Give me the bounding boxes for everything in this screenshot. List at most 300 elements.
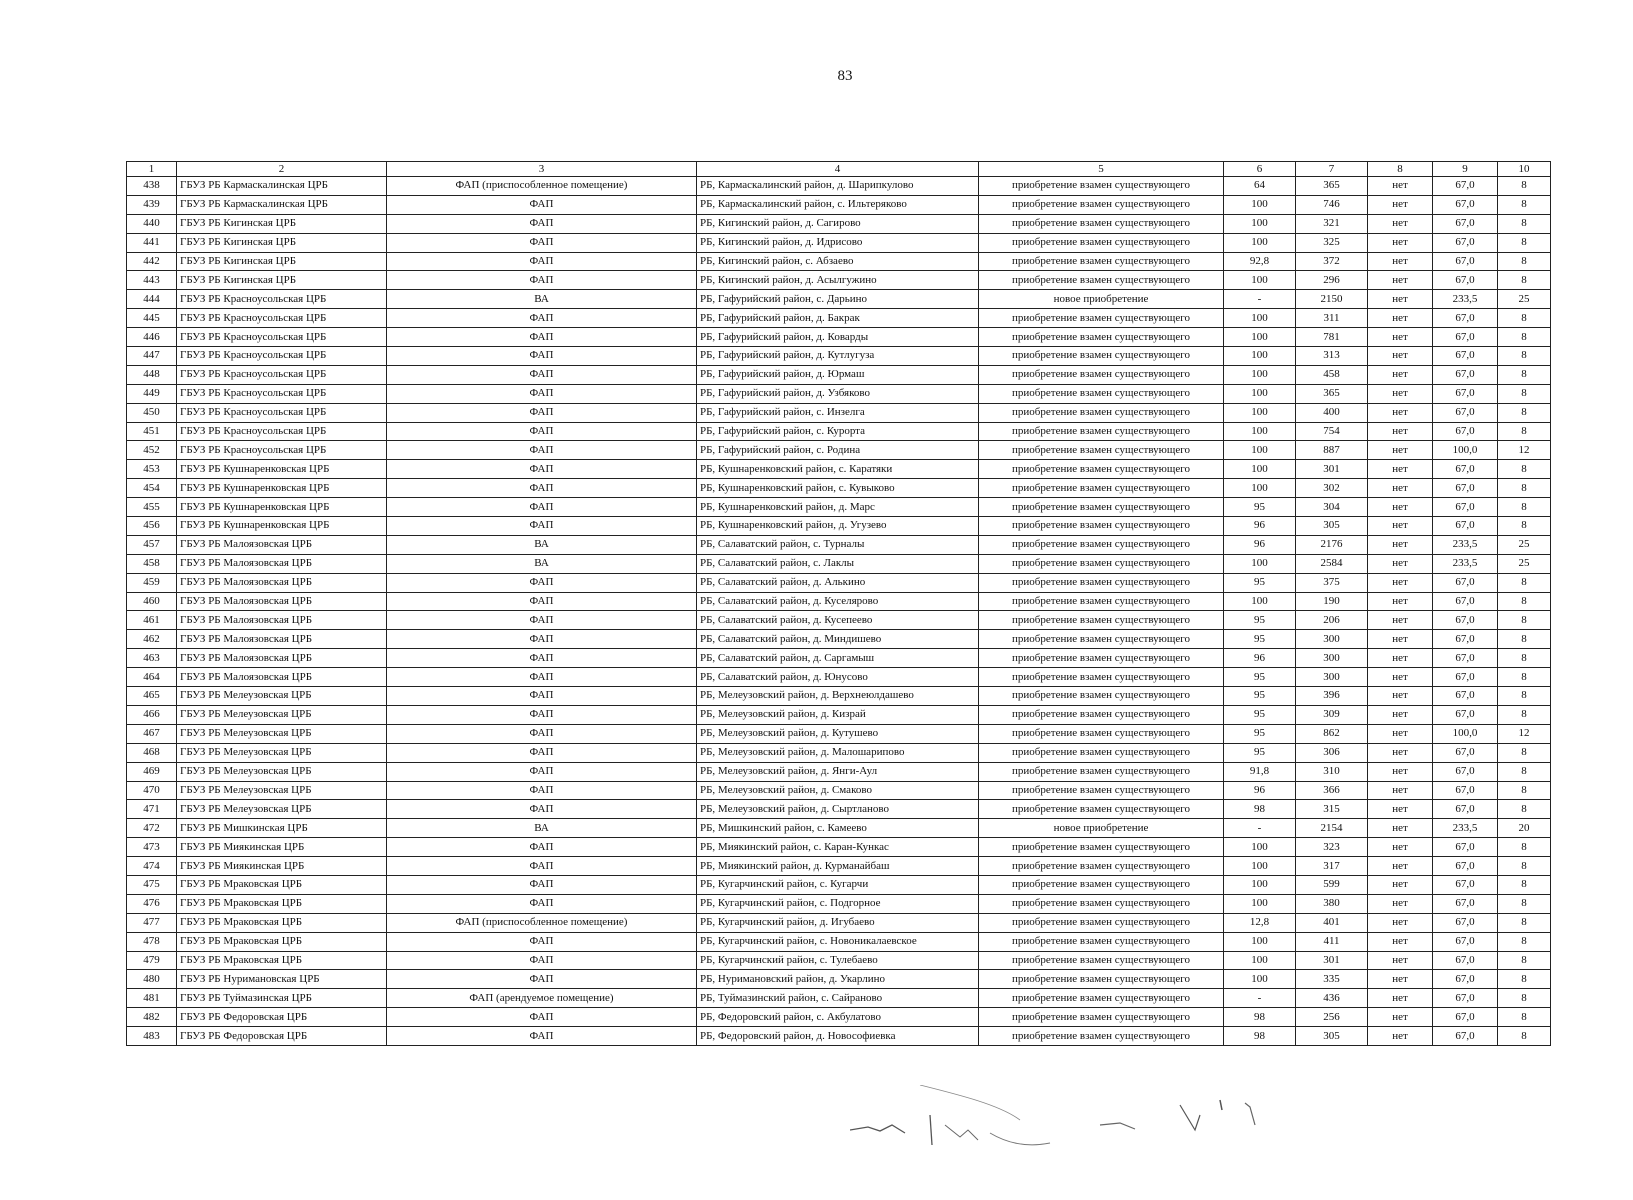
- table-cell-col-4: РБ, Салаватский район, д. Саргамыш: [697, 649, 979, 668]
- table-cell-col-10: 8: [1498, 781, 1551, 800]
- table-cell-col-4: РБ, Мелеузовский район, д. Сыртланово: [697, 800, 979, 819]
- table-cell-col-9: 67,0: [1433, 743, 1498, 762]
- table-cell-col-10: 8: [1498, 403, 1551, 422]
- table-cell-col-10: 8: [1498, 913, 1551, 932]
- table-cell-col-1: 444: [127, 290, 177, 309]
- table-row: [127, 309, 1551, 328]
- table-cell-col-3: ФАП: [387, 932, 697, 951]
- table-cell-col-1: 448: [127, 365, 177, 384]
- table-row: [127, 1008, 1551, 1027]
- table-cell-col-7: 304: [1296, 498, 1368, 517]
- table-cell-col-8: нет: [1368, 838, 1433, 857]
- table-cell-col-6: 91,8: [1224, 762, 1296, 781]
- table-cell-col-4: РБ, Салаватский район, д. Кусепеево: [697, 611, 979, 630]
- table-cell-col-8: нет: [1368, 630, 1433, 649]
- table-cell-col-5: приобретение взамен существующего: [979, 498, 1224, 517]
- table-cell-col-10: 8: [1498, 365, 1551, 384]
- table-cell-col-7: 300: [1296, 649, 1368, 668]
- table-cell-col-9: 67,0: [1433, 592, 1498, 611]
- table-cell-col-2: ГБУЗ РБ Мраковская ЦРБ: [177, 875, 387, 894]
- table-cell-col-1: 478: [127, 932, 177, 951]
- table-cell-col-5: приобретение взамен существующего: [979, 668, 1224, 687]
- table-cell-col-3: ФАП: [387, 347, 697, 366]
- table-cell-col-1: 476: [127, 894, 177, 913]
- table-cell-col-6: 100: [1224, 233, 1296, 252]
- table-cell-col-4: РБ, Салаватский район, д. Юнусово: [697, 668, 979, 687]
- table-cell-col-9: 67,0: [1433, 951, 1498, 970]
- table-cell-col-3: ФАП: [387, 875, 697, 894]
- table-cell-col-10: 8: [1498, 328, 1551, 347]
- table-cell-col-9: 67,0: [1433, 195, 1498, 214]
- table-cell-col-2: ГБУЗ РБ Мелеузовская ЦРБ: [177, 743, 387, 762]
- table-cell-col-7: 887: [1296, 441, 1368, 460]
- table-cell-col-8: нет: [1368, 441, 1433, 460]
- table-cell-col-5: приобретение взамен существующего: [979, 649, 1224, 668]
- table-cell-col-5: приобретение взамен существующего: [979, 517, 1224, 536]
- table-cell-col-10: 8: [1498, 460, 1551, 479]
- table-row: [127, 441, 1551, 460]
- table-cell-col-9: 67,0: [1433, 498, 1498, 517]
- table-cell-col-2: ГБУЗ РБ Малоязовская ЦРБ: [177, 592, 387, 611]
- table-cell-col-3: ФАП: [387, 233, 697, 252]
- table-cell-col-3: ФАП (приспособленное помещение): [387, 177, 697, 196]
- table-cell-col-3: ФАП: [387, 592, 697, 611]
- table-row: [127, 649, 1551, 668]
- table-cell-col-6: 100: [1224, 441, 1296, 460]
- table-row: [127, 857, 1551, 876]
- table-cell-col-6: 96: [1224, 535, 1296, 554]
- table-cell-col-3: ФАП: [387, 460, 697, 479]
- table-cell-col-9: 67,0: [1433, 573, 1498, 592]
- table-cell-col-3: ФАП: [387, 630, 697, 649]
- table-cell-col-5: приобретение взамен существующего: [979, 252, 1224, 271]
- table-cell-col-6: 100: [1224, 479, 1296, 498]
- table-cell-col-8: нет: [1368, 403, 1433, 422]
- table-row: [127, 762, 1551, 781]
- table-cell-col-2: ГБУЗ РБ Миякинская ЦРБ: [177, 857, 387, 876]
- table-cell-col-10: 8: [1498, 630, 1551, 649]
- handwritten-signature: [850, 1085, 1370, 1155]
- table-cell-col-6: 95: [1224, 573, 1296, 592]
- table-cell-col-4: РБ, Нуримановский район, д. Укарлино: [697, 970, 979, 989]
- table-cell-col-7: 302: [1296, 479, 1368, 498]
- table-cell-col-8: нет: [1368, 233, 1433, 252]
- table-cell-col-4: РБ, Туймазинский район, с. Сайраново: [697, 989, 979, 1008]
- table-cell-col-2: ГБУЗ РБ Мелеузовская ЦРБ: [177, 687, 387, 706]
- table-cell-col-7: 315: [1296, 800, 1368, 819]
- table-cell-col-4: РБ, Мелеузовский район, д. Малошарипово: [697, 743, 979, 762]
- table-cell-col-10: 8: [1498, 649, 1551, 668]
- table-cell-col-9: 67,0: [1433, 328, 1498, 347]
- table-cell-col-3: ФАП: [387, 195, 697, 214]
- table-cell-col-5: приобретение взамен существующего: [979, 403, 1224, 422]
- table-cell-col-1: 465: [127, 687, 177, 706]
- table-cell-col-5: приобретение взамен существующего: [979, 951, 1224, 970]
- table-row: [127, 460, 1551, 479]
- table-cell-col-1: 464: [127, 668, 177, 687]
- table-cell-col-9: 67,0: [1433, 460, 1498, 479]
- table-cell-col-8: нет: [1368, 913, 1433, 932]
- table-cell-col-7: 311: [1296, 309, 1368, 328]
- table-cell-col-3: ФАП: [387, 252, 697, 271]
- table-cell-col-2: ГБУЗ РБ Красноусольская ЦРБ: [177, 441, 387, 460]
- table-cell-col-3: ФАП: [387, 649, 697, 668]
- table-cell-col-2: ГБУЗ РБ Мишкинская ЦРБ: [177, 819, 387, 838]
- table-cell-col-3: ФАП: [387, 743, 697, 762]
- table-cell-col-6: 100: [1224, 309, 1296, 328]
- table-row: [127, 951, 1551, 970]
- table-cell-col-4: РБ, Кугарчинский район, с. Подгорное: [697, 894, 979, 913]
- table-cell-col-10: 8: [1498, 838, 1551, 857]
- table-row: [127, 233, 1551, 252]
- table-cell-col-3: ФАП: [387, 687, 697, 706]
- table-cell-col-3: ФАП: [387, 800, 697, 819]
- table-cell-col-9: 67,0: [1433, 403, 1498, 422]
- table-cell-col-1: 462: [127, 630, 177, 649]
- table-cell-col-8: нет: [1368, 290, 1433, 309]
- table-cell-col-5: приобретение взамен существующего: [979, 365, 1224, 384]
- table-cell-col-4: РБ, Кушнаренковский район, с. Кувыково: [697, 479, 979, 498]
- table-cell-col-2: ГБУЗ РБ Кушнаренковская ЦРБ: [177, 498, 387, 517]
- table-cell-col-1: 445: [127, 309, 177, 328]
- table-cell-col-7: 862: [1296, 724, 1368, 743]
- table-cell-col-3: ФАП: [387, 762, 697, 781]
- table-cell-col-10: 8: [1498, 894, 1551, 913]
- table-row: [127, 781, 1551, 800]
- table-cell-col-6: 98: [1224, 1027, 1296, 1046]
- table-cell-col-6: 95: [1224, 498, 1296, 517]
- table-cell-col-3: ФАП: [387, 479, 697, 498]
- table-cell-col-8: нет: [1368, 365, 1433, 384]
- table-cell-col-4: РБ, Кармаскалинский район, с. Ильтеряково: [697, 195, 979, 214]
- table-row: [127, 403, 1551, 422]
- table-cell-col-1: 442: [127, 252, 177, 271]
- table-cell-col-9: 67,0: [1433, 517, 1498, 536]
- table-cell-col-3: ФАП: [387, 668, 697, 687]
- table-cell-col-7: 300: [1296, 630, 1368, 649]
- table-cell-col-7: 375: [1296, 573, 1368, 592]
- table-cell-col-4: РБ, Мелеузовский район, д. Смаково: [697, 781, 979, 800]
- table-row: [127, 290, 1551, 309]
- table-row: [127, 838, 1551, 857]
- table-cell-col-3: ФАП: [387, 951, 697, 970]
- table-cell-col-10: 8: [1498, 875, 1551, 894]
- table-cell-col-7: 325: [1296, 233, 1368, 252]
- table-cell-col-4: РБ, Салаватский район, с. Лаклы: [697, 554, 979, 573]
- table-cell-col-8: нет: [1368, 724, 1433, 743]
- table-cell-col-10: 12: [1498, 724, 1551, 743]
- table-cell-col-3: ВА: [387, 290, 697, 309]
- table-cell-col-2: ГБУЗ РБ Малоязовская ЦРБ: [177, 573, 387, 592]
- table-cell-col-1: 473: [127, 838, 177, 857]
- table-cell-col-1: 458: [127, 554, 177, 573]
- table-cell-col-1: 457: [127, 535, 177, 554]
- table-cell-col-9: 67,0: [1433, 705, 1498, 724]
- data-table: [126, 161, 1551, 1046]
- table-row: [127, 554, 1551, 573]
- table-cell-col-9: 67,0: [1433, 857, 1498, 876]
- table-cell-col-7: 306: [1296, 743, 1368, 762]
- table-cell-col-6: 100: [1224, 403, 1296, 422]
- table-cell-col-10: 8: [1498, 498, 1551, 517]
- table-cell-col-7: 190: [1296, 592, 1368, 611]
- table-cell-col-1: 443: [127, 271, 177, 290]
- table-cell-col-8: нет: [1368, 762, 1433, 781]
- table-cell-col-7: 335: [1296, 970, 1368, 989]
- table-cell-col-8: нет: [1368, 819, 1433, 838]
- table-cell-col-7: 458: [1296, 365, 1368, 384]
- table-cell-col-9: 233,5: [1433, 290, 1498, 309]
- table-cell-col-2: ГБУЗ РБ Красноусольская ЦРБ: [177, 403, 387, 422]
- table-cell-col-7: 305: [1296, 1027, 1368, 1046]
- table-cell-col-5: приобретение взамен существующего: [979, 535, 1224, 554]
- table-cell-col-1: 474: [127, 857, 177, 876]
- table-cell-col-2: ГБУЗ РБ Мраковская ЦРБ: [177, 951, 387, 970]
- table-cell-col-8: нет: [1368, 214, 1433, 233]
- table-cell-col-5: приобретение взамен существующего: [979, 422, 1224, 441]
- table-cell-col-4: РБ, Кугарчинский район, с. Тулебаево: [697, 951, 979, 970]
- table-cell-col-4: РБ, Салаватский район, д. Куселярово: [697, 592, 979, 611]
- table-cell-col-7: 317: [1296, 857, 1368, 876]
- table-cell-col-6: 100: [1224, 347, 1296, 366]
- table-cell-col-7: 323: [1296, 838, 1368, 857]
- table-cell-col-5: приобретение взамен существующего: [979, 271, 1224, 290]
- table-cell-col-10: 12: [1498, 441, 1551, 460]
- table-cell-col-9: 233,5: [1433, 535, 1498, 554]
- table-row: [127, 347, 1551, 366]
- table-row: [127, 743, 1551, 762]
- table-cell-col-4: РБ, Салаватский район, с. Турналы: [697, 535, 979, 554]
- table-cell-col-2: ГБУЗ РБ Красноусольская ЦРБ: [177, 422, 387, 441]
- table-cell-col-4: РБ, Кигинский район, с. Абзаево: [697, 252, 979, 271]
- table-cell-col-2: ГБУЗ РБ Малоязовская ЦРБ: [177, 649, 387, 668]
- table-cell-col-8: нет: [1368, 894, 1433, 913]
- table-cell-col-3: ФАП: [387, 441, 697, 460]
- table-cell-col-8: нет: [1368, 705, 1433, 724]
- table-cell-col-4: РБ, Кигинский район, д. Сагирово: [697, 214, 979, 233]
- table-cell-col-4: РБ, Миякинский район, с. Каран-Кункас: [697, 838, 979, 857]
- table-cell-col-2: ГБУЗ РБ Мраковская ЦРБ: [177, 913, 387, 932]
- table-cell-col-8: нет: [1368, 422, 1433, 441]
- table-cell-col-8: нет: [1368, 384, 1433, 403]
- table-cell-col-9: 67,0: [1433, 687, 1498, 706]
- table-cell-col-2: ГБУЗ РБ Нуримановская ЦРБ: [177, 970, 387, 989]
- table-cell-col-1: 471: [127, 800, 177, 819]
- table-cell-col-10: 25: [1498, 290, 1551, 309]
- table-cell-col-4: РБ, Мелеузовский район, д. Кутушево: [697, 724, 979, 743]
- data-table-container: [126, 161, 1551, 1046]
- table-cell-col-4: РБ, Гафурийский район, с. Родина: [697, 441, 979, 460]
- table-row: [127, 668, 1551, 687]
- table-cell-col-1: 460: [127, 592, 177, 611]
- table-cell-col-9: 67,0: [1433, 309, 1498, 328]
- table-cell-col-7: 2154: [1296, 819, 1368, 838]
- table-cell-col-3: ФАП: [387, 724, 697, 743]
- table-cell-col-6: 95: [1224, 705, 1296, 724]
- table-cell-col-6: 100: [1224, 271, 1296, 290]
- table-cell-col-3: ФАП: [387, 781, 697, 800]
- table-cell-col-8: нет: [1368, 517, 1433, 536]
- table-cell-col-8: нет: [1368, 970, 1433, 989]
- table-cell-col-8: нет: [1368, 857, 1433, 876]
- table-cell-col-5: приобретение взамен существующего: [979, 894, 1224, 913]
- table-cell-col-7: 296: [1296, 271, 1368, 290]
- table-cell-col-2: ГБУЗ РБ Федоровская ЦРБ: [177, 1008, 387, 1027]
- table-cell-col-4: РБ, Гафурийский район, д. Бакрак: [697, 309, 979, 328]
- table-cell-col-2: ГБУЗ РБ Кигинская ЦРБ: [177, 252, 387, 271]
- table-cell-col-5: приобретение взамен существующего: [979, 932, 1224, 951]
- table-row: [127, 252, 1551, 271]
- table-cell-col-8: нет: [1368, 781, 1433, 800]
- table-cell-col-6: 100: [1224, 894, 1296, 913]
- table-row: [127, 800, 1551, 819]
- table-cell-col-2: ГБУЗ РБ Красноусольская ЦРБ: [177, 309, 387, 328]
- table-cell-col-6: 96: [1224, 781, 1296, 800]
- table-cell-col-2: ГБУЗ РБ Красноусольская ЦРБ: [177, 365, 387, 384]
- table-cell-col-3: ФАП: [387, 422, 697, 441]
- table-cell-col-9: 67,0: [1433, 800, 1498, 819]
- table-cell-col-1: 456: [127, 517, 177, 536]
- table-cell-col-5: приобретение взамен существующего: [979, 479, 1224, 498]
- table-cell-col-8: нет: [1368, 573, 1433, 592]
- table-cell-col-3: ФАП: [387, 970, 697, 989]
- table-cell-col-7: 321: [1296, 214, 1368, 233]
- table-cell-col-9: 67,0: [1433, 649, 1498, 668]
- table-row: [127, 1027, 1551, 1046]
- column-header: 5: [979, 162, 1224, 177]
- table-cell-col-7: 301: [1296, 951, 1368, 970]
- table-cell-col-3: ВА: [387, 819, 697, 838]
- table-cell-col-7: 305: [1296, 517, 1368, 536]
- table-cell-col-7: 206: [1296, 611, 1368, 630]
- table-cell-col-2: ГБУЗ РБ Мелеузовская ЦРБ: [177, 800, 387, 819]
- table-cell-col-5: приобретение взамен существующего: [979, 460, 1224, 479]
- column-header: 6: [1224, 162, 1296, 177]
- table-cell-col-5: приобретение взамен существующего: [979, 554, 1224, 573]
- table-cell-col-8: нет: [1368, 271, 1433, 290]
- table-cell-col-2: ГБУЗ РБ Туймазинская ЦРБ: [177, 989, 387, 1008]
- table-cell-col-4: РБ, Федоровский район, д. Новософиевка: [697, 1027, 979, 1046]
- table-cell-col-8: нет: [1368, 743, 1433, 762]
- table-cell-col-8: нет: [1368, 951, 1433, 970]
- table-cell-col-1: 481: [127, 989, 177, 1008]
- table-cell-col-3: ФАП: [387, 838, 697, 857]
- table-cell-col-7: 2584: [1296, 554, 1368, 573]
- table-cell-col-6: 98: [1224, 1008, 1296, 1027]
- table-row: [127, 989, 1551, 1008]
- table-cell-col-8: нет: [1368, 649, 1433, 668]
- table-cell-col-9: 67,0: [1433, 422, 1498, 441]
- table-cell-col-6: 100: [1224, 384, 1296, 403]
- table-cell-col-6: 95: [1224, 630, 1296, 649]
- table-cell-col-10: 8: [1498, 384, 1551, 403]
- table-cell-col-8: нет: [1368, 479, 1433, 498]
- table-cell-col-1: 461: [127, 611, 177, 630]
- table-cell-col-7: 310: [1296, 762, 1368, 781]
- table-cell-col-9: 67,0: [1433, 1027, 1498, 1046]
- table-cell-col-10: 20: [1498, 819, 1551, 838]
- table-cell-col-8: нет: [1368, 687, 1433, 706]
- table-cell-col-8: нет: [1368, 932, 1433, 951]
- table-cell-col-9: 67,0: [1433, 177, 1498, 196]
- table-cell-col-5: приобретение взамен существующего: [979, 611, 1224, 630]
- table-cell-col-10: 8: [1498, 233, 1551, 252]
- table-cell-col-10: 8: [1498, 195, 1551, 214]
- table-cell-col-9: 100,0: [1433, 441, 1498, 460]
- table-cell-col-4: РБ, Салаватский район, д. Алькино: [697, 573, 979, 592]
- table-cell-col-3: ФАП: [387, 271, 697, 290]
- column-header: 3: [387, 162, 697, 177]
- table-cell-col-1: 468: [127, 743, 177, 762]
- table-cell-col-5: приобретение взамен существующего: [979, 724, 1224, 743]
- table-cell-col-7: 365: [1296, 177, 1368, 196]
- table-cell-col-4: РБ, Федоровский район, с. Акбулатово: [697, 1008, 979, 1027]
- table-cell-col-8: нет: [1368, 592, 1433, 611]
- table-cell-col-5: приобретение взамен существующего: [979, 1008, 1224, 1027]
- table-cell-col-9: 67,0: [1433, 970, 1498, 989]
- table-cell-col-5: приобретение взамен существующего: [979, 743, 1224, 762]
- table-cell-col-2: ГБУЗ РБ Мелеузовская ЦРБ: [177, 762, 387, 781]
- table-cell-col-2: ГБУЗ РБ Мелеузовская ЦРБ: [177, 781, 387, 800]
- table-cell-col-10: 8: [1498, 422, 1551, 441]
- table-cell-col-9: 67,0: [1433, 630, 1498, 649]
- table-cell-col-10: 8: [1498, 762, 1551, 781]
- table-cell-col-3: ФАП: [387, 894, 697, 913]
- table-cell-col-10: 8: [1498, 743, 1551, 762]
- table-cell-col-7: 2176: [1296, 535, 1368, 554]
- table-cell-col-10: 8: [1498, 592, 1551, 611]
- table-cell-col-10: 8: [1498, 347, 1551, 366]
- table-cell-col-5: приобретение взамен существующего: [979, 195, 1224, 214]
- table-row: [127, 479, 1551, 498]
- table-cell-col-7: 599: [1296, 875, 1368, 894]
- table-cell-col-9: 67,0: [1433, 913, 1498, 932]
- table-cell-col-10: 8: [1498, 951, 1551, 970]
- table-cell-col-2: ГБУЗ РБ Миякинская ЦРБ: [177, 838, 387, 857]
- table-cell-col-1: 469: [127, 762, 177, 781]
- table-cell-col-4: РБ, Мелеузовский район, д. Верхнеюлдашево: [697, 687, 979, 706]
- table-cell-col-9: 67,0: [1433, 479, 1498, 498]
- table-cell-col-10: 8: [1498, 1027, 1551, 1046]
- table-cell-col-6: 100: [1224, 365, 1296, 384]
- table-cell-col-4: РБ, Гафурийский район, д. Узбяково: [697, 384, 979, 403]
- table-cell-col-7: 411: [1296, 932, 1368, 951]
- table-cell-col-1: 483: [127, 1027, 177, 1046]
- table-cell-col-3: ФАП: [387, 498, 697, 517]
- table-cell-col-2: ГБУЗ РБ Кушнаренковская ЦРБ: [177, 479, 387, 498]
- table-cell-col-10: 8: [1498, 970, 1551, 989]
- table-cell-col-7: 400: [1296, 403, 1368, 422]
- table-cell-col-1: 480: [127, 970, 177, 989]
- table-cell-col-4: РБ, Гафурийский район, д. Юрмаш: [697, 365, 979, 384]
- table-cell-col-5: приобретение взамен существующего: [979, 573, 1224, 592]
- table-cell-col-8: нет: [1368, 1008, 1433, 1027]
- table-cell-col-5: приобретение взамен существующего: [979, 970, 1224, 989]
- table-cell-col-2: ГБУЗ РБ Кигинская ЦРБ: [177, 214, 387, 233]
- table-cell-col-7: 301: [1296, 460, 1368, 479]
- table-cell-col-4: РБ, Мелеузовский район, д. Кизрай: [697, 705, 979, 724]
- table-cell-col-8: нет: [1368, 535, 1433, 554]
- table-cell-col-10: 8: [1498, 611, 1551, 630]
- table-cell-col-2: ГБУЗ РБ Красноусольская ЦРБ: [177, 328, 387, 347]
- table-cell-col-6: 98: [1224, 800, 1296, 819]
- table-cell-col-10: 8: [1498, 989, 1551, 1008]
- table-cell-col-5: приобретение взамен существующего: [979, 214, 1224, 233]
- column-header: 2: [177, 162, 387, 177]
- table-cell-col-3: ФАП: [387, 705, 697, 724]
- table-cell-col-4: РБ, Гафурийский район, с. Дарьино: [697, 290, 979, 309]
- table-row: [127, 177, 1551, 196]
